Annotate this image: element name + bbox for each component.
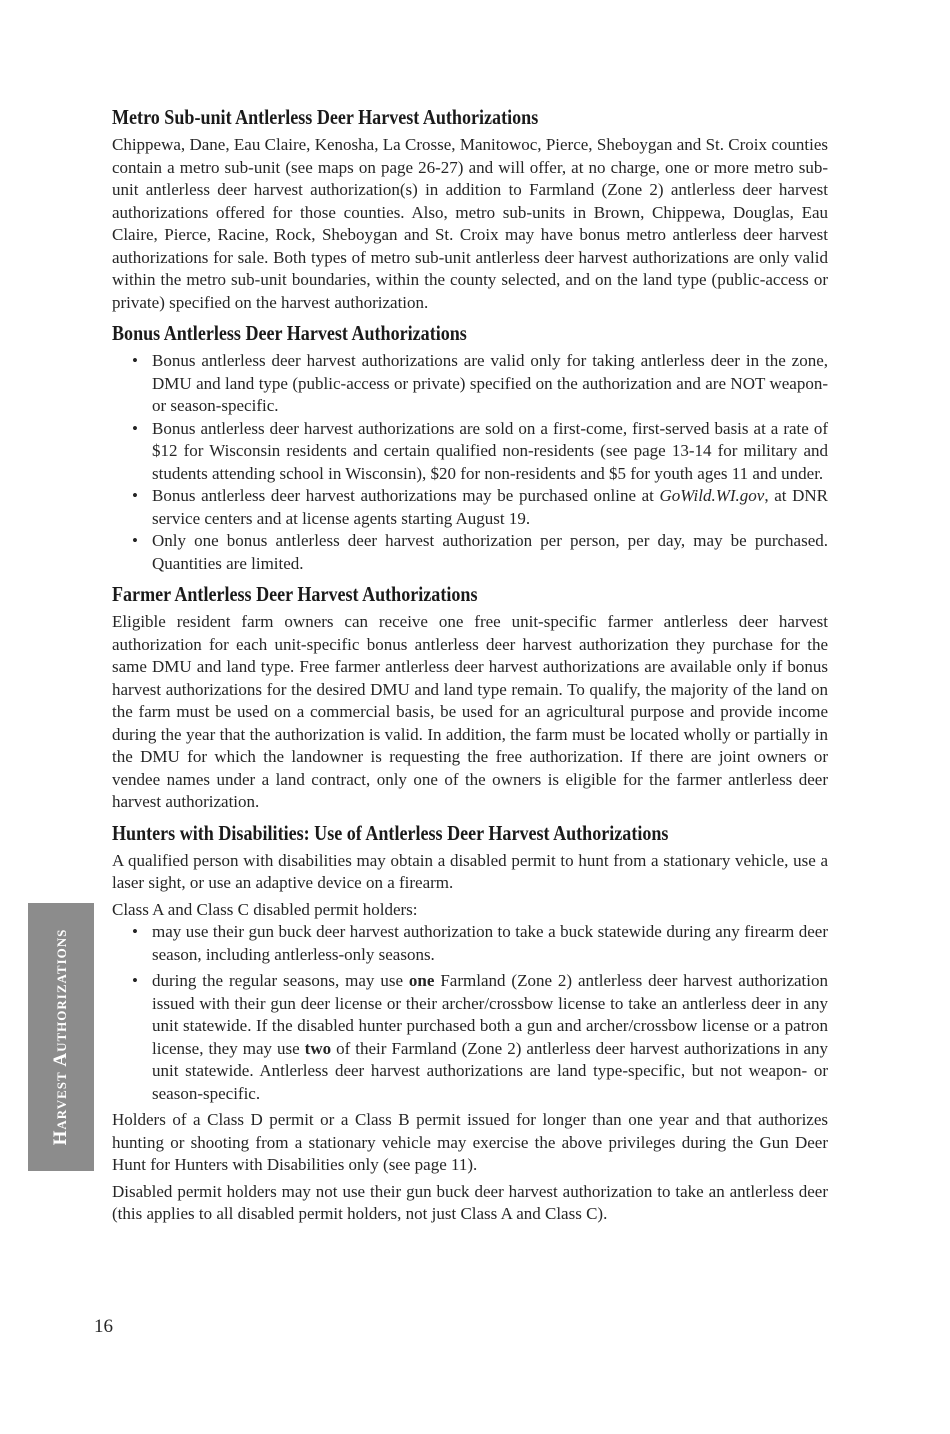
- metro-body: Chippewa, Dane, Eau Claire, Kenosha, La Crosse, Manitowoc, Pierce, Sheboygan and St. Croix counties contain a metro sub-unit (see maps on page 26-27) and will offer, at no charge, one or more metro sub-unit antlerless deer harvest authorization(s) in addition to Farmland (Zone 2) antlerless deer harvest authorizations offered for those counties. Also, metro sub-units in Brown, Chippewa, Douglas, Eau Claire, Pierce, Racine, Rock, Sheboygan and St. Croix may have bonus metro antlerless deer harvest authorizations for sale. Both types of metro sub-unit antlerless deer harvest authorizations are only valid within the metro sub-unit boundaries, within the county selected, and on the land type (public-access or private) specified on the harvest authorization.: [112, 135, 828, 312]
- class-db-paragraph: Holders of a Class D permit or a Class B permit issued for longer than one year and that authorizes hunting or shooting from a stationary vehicle may exercise the above privileges during the Gun Deer Hunt for Hunters with Disabilities only (see page 11).: [112, 1110, 828, 1174]
- bonus-bullet-4: • Only one bonus antlerless deer harvest authorization per person, per day, may be purchased. Quantities are limited.: [112, 530, 828, 575]
- disabilities-section: [112, 818, 828, 1226]
- disabilities-bullet-1: • may use their gun buck deer harvest authorization to take a buck statewide during any firearm deer season, including antlerless-only seasons.: [112, 921, 828, 966]
- side-tab-label: Harvest Authorizations: [50, 928, 71, 1146]
- metro-heading: Metro Sub-unit Antlerless Deer Harvest Authorizations: [112, 105, 539, 129]
- bonus-heading: Bonus Antlerless Deer Harvest Authorizations: [112, 321, 467, 345]
- bonus-bullet-3-text-b: , at DNR service centers and at license agents starting August 19.: [152, 486, 828, 528]
- farmer-heading: Farmer Antlerless Deer Harvest Authorizations: [112, 582, 478, 606]
- bonus-section: [112, 318, 828, 575]
- page-number: 16: [94, 1316, 113, 1337]
- closing-paragraph: Disabled permit holders may not use their gun buck deer harvest authorization to take an antlerless deer (this applies to all disabled permit holders, not just Class A and Class C).: [112, 1181, 828, 1223]
- class-ac-label: Class A and Class C disabled permit holders:: [112, 899, 418, 919]
- bold-two: two: [304, 1038, 332, 1058]
- gowild-link[interactable]: GoWild.WI.gov: [659, 486, 765, 505]
- disabilities-bullet-2-text-b: Farmland (Zone 2) antlerless deer harvest authorization issued with their gun deer license or their archer/crossbow license to take an antlerless deer in any unit statewide. If the disabled hunter purchased both a gun and archer/crossbow license or a patron license, they may use: [152, 971, 828, 1058]
- farmer-section: [112, 579, 828, 814]
- disabilities-bullet-2-text-a: during the regular seasons, may use: [152, 971, 409, 990]
- disabilities-list: [112, 921, 828, 1105]
- bonus-bullet-3: [112, 485, 828, 530]
- disabilities-intro: A qualified person with disabilities may obtain a disabled permit to hunt from a stationary vehicle, use a laser sight, or use an adaptive device on a firearm.: [112, 850, 828, 892]
- disabilities-bullet-2: [112, 970, 828, 1105]
- bold-one: one: [408, 971, 435, 990]
- bonus-bullet-3-text-a: Bonus antlerless deer harvest authorizations may be purchased online at: [152, 486, 660, 505]
- bonus-bullet-2: • Bonus antlerless deer harvest authorizations are sold on a first-come, first-served basis at a rate of $12 for Wisconsin residents and certain qualified non-residents (see page 13-14 for military and students attending school in Wisconsin), $20 for non-residents and $5 for youth ages 11 and under.: [112, 418, 828, 486]
- disabilities-heading: Hunters with Disabilities: Use of Antlerless Deer Harvest Authorizations: [112, 820, 669, 845]
- farmer-body: Eligible resident farm owners can receive one free unit-specific farmer antlerless deer harvest authorization for each unit-specific bonus antlerless deer harvest authorization they purchase for the same DMU and land type. Free farmer antlerless deer harvest authorizations are available only if bonus harvest authorizations for the desired DMU and land type remain. To qualify, the majority of the land on the farm must be used on a commercial basis, be used for an agricultural purpose and provide income during the year that the authorization is valid. In addition, the farm must be located wholly or partially in the DMU for which the landowner is requesting the free authorization. If there are joint owners or vendee names under a land contract, only one of the owners is eligible for the farmer antlerless deer harvest authorization.: [112, 612, 828, 811]
- page-content: [112, 102, 828, 1226]
- bonus-list: [112, 350, 828, 575]
- metro-section: [112, 102, 828, 314]
- disabilities-bullet-2-text-c: of their Farmland (Zone 2) antlerless deer harvest authorizations in any unit statewide. Antlerless deer harvest authorizations are land type-specific, but not weapon- or season-specific.: [152, 1038, 828, 1103]
- bonus-bullet-1: • Bonus antlerless deer harvest authorizations are valid only for taking antlerless deer in the zone, DMU and land type (public-access or private) specified on the authorization and are NOT weapon- or season-specific.: [112, 350, 828, 418]
- section-side-tab: [28, 903, 94, 1171]
